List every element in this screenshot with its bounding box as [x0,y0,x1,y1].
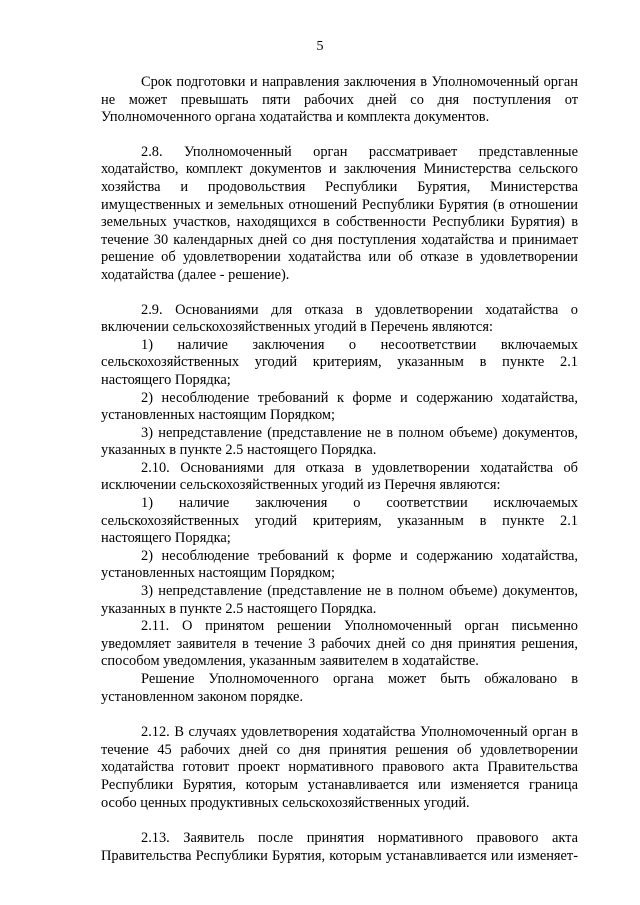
paragraph-2-9-item-1: 1) наличие заключения о несоответствии включаемых сельскохозяйственных угодий критериям, указанным в пункте 2.1 настоящего Порядка; [101,336,578,388]
paragraph-appeal: Решение Уполномоченного органа может быть обжаловано в установленном законом порядке. [101,671,578,705]
paragraph-2-10: 2.10. Основаниями для отказа в удовлетворении ходатайства об исключении сельскохозяйственных угодий из Перечня являются: [101,459,578,494]
paragraph-2-13: 2.13. Заявитель после принятия нормативного правового акта Правительства Республики Бурятия, которым устанавливается или изменяет- [101,830,578,864]
page-number: 5 [316,39,324,54]
paragraph-2-8: 2.8. Уполномоченный орган рассматривает представленные ходатайство, комплект документов и заключения Министерства сельского хозяйства и продовольствия Республики Бурятия, Министерства имущественных и земельных отношений Республики Бурятия (в отношении земельных участков, находящихся в собственности Республики Бурятия) в течение 30 календарных дней со дня поступления ходатайства и принимает решение об удовлетворении ходатайства или об отказе в удовлетворении ходатайства (далее - решение). [101,143,578,283]
paragraph-2-12: 2.12. В случаях удовлетворения ходатайства Уполномоченный орган в течение 45 рабочих дней со дня принятия решения об удовлетворении ходатайства готовит проект нормативного правового акта Правительства Республики Бурятия, которым устанавливается или изменяется граница особо ценных продуктивных сельскохозяйственных угодий. [101,724,578,811]
paragraph-2-10-item-2: 2) несоблюдение требований к форме и содержанию ходатайства, установленных настоящим Порядком; [101,547,578,582]
document-body [101,74,578,865]
paragraph-conclusion-deadline: Срок подготовки и направления заключения в Уполномоченный орган не может превышать пяти рабочих дней со дня поступления от Уполномоченного органа ходатайства и комплекта документов. [101,74,578,126]
paragraph-2-9-item-2: 2) несоблюдение требований к форме и содержанию ходатайства, установленных настоящим Порядком; [101,389,578,424]
paragraph-2-9: 2.9. Основаниями для отказа в удовлетворении ходатайства о включении сельскохозяйственных угодий в Перечень являются: [101,301,578,336]
paragraph-2-10-item-1: 1) наличие заключения о соответствии исключаемых сельскохозяйственных угодий критериям, указанным в пункте 2.1 настоящего Порядка; [101,495,578,547]
paragraph-2-10-item-3: 3) непредставление (представление не в полном объеме) документов, указанных в пункте 2.5 настоящего Порядка. [101,583,578,617]
paragraph-2-9-item-3: 3) непредставление (представление не в полном объеме) документов, указанных в пункте 2.5 настоящего Порядка. [101,424,578,459]
paragraph-2-11: 2.11. О принятом решении Уполномоченный орган письменно уведомляет заявителя в течение 3 рабочих дней со дня принятия решения, способом уведомления, указанным заявителем в ходатайстве. [101,618,578,670]
